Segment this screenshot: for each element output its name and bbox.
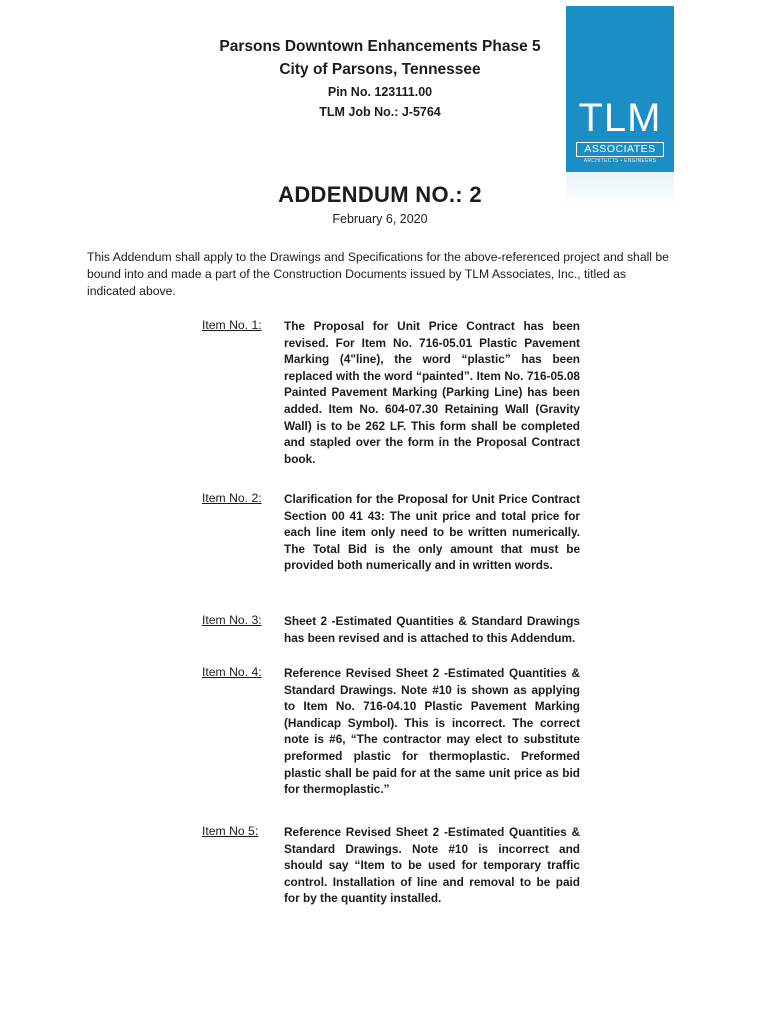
city-title: City of Parsons, Tennessee: [279, 61, 481, 78]
logo-tagline: ARCHITECTS • ENGINEERS: [583, 158, 657, 164]
item-text: Reference Revised Sheet 2 -Estimated Quantities & Standard Drawings. Note #10 is shown as applying to Item No. 716-04.10 Plastic Pavement Marking (Handicap Symbol). This is incorrect. The correct note is #6, “The contractor may elect to substitute preformed plastic for thermoplastic. Preformed plastic shall be paid for at the same unit price as bid for thermoplastic.”: [284, 666, 580, 797]
item-label: Item No. 2:: [202, 491, 262, 505]
logo-shadow: [566, 172, 674, 208]
project-title: Parsons Downtown Enhancements Phase 5: [219, 38, 541, 55]
item-text: The Proposal for Unit Price Contract has been revised. For Item No. 716-05.01 Plastic Pavement Marking (4"line), the word “plastic” has been replaced with the word “painted”. Item No. 716-05.08 Painted Pavement Marking (Parking Line) has been added. Item No. 604-07.30 Retaining Wall (Gravity Wall) is to be 262 LF. This form shall be completed and stapled over the form in the Proposal Contract book.: [284, 319, 580, 466]
addendum-date: February 6, 2020: [332, 212, 428, 226]
item-label: Item No. 4:: [202, 665, 262, 679]
intro-paragraph: This Addendum shall apply to the Drawings and Specifications for the above-referenced project and shall be bound into and made a part of the Construction Documents issued by TLM Associates, Inc., titled as indicated above.: [87, 250, 669, 298]
item-label: Item No. 1:: [202, 318, 262, 332]
item-text: Reference Revised Sheet 2 -Estimated Quantities & Standard Drawings. Note #10 is incorrect and should say “Item to be used for temporary traffic control. Installation of line and removal to be paid for by the quantity installed.: [284, 825, 580, 906]
item-text: Sheet 2 -Estimated Quantities & Standard Drawings has been revised and is attached to this Addendum.: [284, 614, 580, 645]
item-label: Item No. 3:: [202, 613, 262, 627]
pin-number: Pin No. 123111.00: [327, 85, 433, 99]
job-number: TLM Job No.: J-5764: [319, 105, 441, 119]
addendum-title: ADDENDUM NO.: 2: [278, 182, 482, 207]
item-text: Clarification for the Proposal for Unit Price Contract Section 00 41 43: The unit price and total price for each line item only need to be written numerically. The Total Bid is the only amount that must be provided both numerically and in written words.: [284, 492, 580, 573]
item-label: Item No 5:: [202, 824, 259, 838]
logo-name: TLM: [578, 96, 662, 140]
logo-associates: ASSOCIATES: [576, 142, 664, 157]
